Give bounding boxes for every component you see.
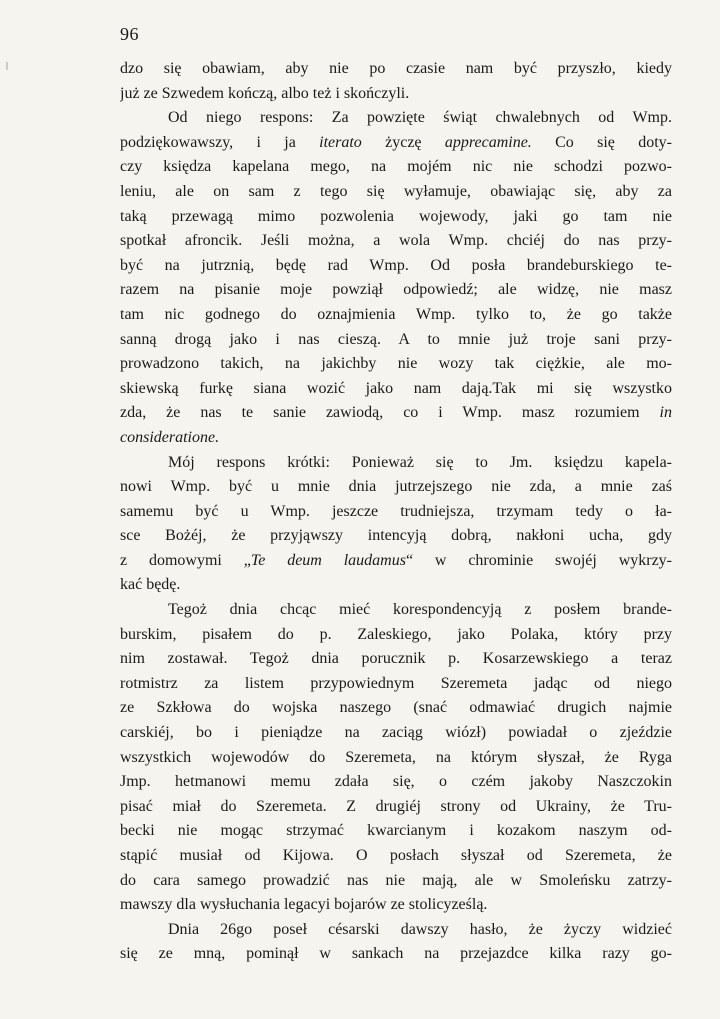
text-line: ze Szkłowa do wojska naszego (snać odmawiać drugich najmie: [120, 699, 672, 717]
body-text: [120, 60, 672, 970]
text-line: mawszy dla wysłuchania legacyi bojarów ze stolicyześlą.: [120, 896, 488, 914]
text-line: nim zostawał. Tegoż dnia porucznik p. Kosarzewskiego a teraz: [120, 650, 672, 668]
text-line: dzo się obawiam, aby nie po czasie nam być przyszło, kiedy: [120, 60, 672, 77]
text-line: pisać miał do Szeremeta. Z drugiéj strony od Ukrainy, że Tru-: [120, 797, 672, 815]
text-line: stąpić musiał od Kijowa. O posłach słyszał od Szeremeta, że: [120, 847, 672, 864]
text-line: spotkał afroncik. Jeśli można, a wola Wmp. chciéj do nas przy-: [120, 232, 672, 250]
text-line: Tegoż dnia chcąc mieć korespondencyją z posłem brande-: [168, 601, 672, 619]
text-line: do cara samego prowadzić nas nie mają, ale w Smoleńsku zatrzy-: [120, 871, 672, 889]
text-line: rotmistrz za listem przypowiednym Szeremeta jadąc od niego: [120, 674, 672, 692]
text-line: już ze Szwedem kończą, albo też i skończyli.: [120, 84, 410, 102]
text-line: podziękowawszy, i ja iterato życzę apprecamine. Co się doty-: [120, 133, 672, 151]
text-line: becki nie mogąc strzymać kwarcianym i kozakom naszym od-: [120, 822, 672, 840]
text-line: być na jutrznią, będę rad Wmp. Od posła brandeburskiego te-: [120, 256, 672, 274]
text-line: taką przewagą mimo pozwolenia wojewody, jaki go tam nie: [120, 207, 672, 225]
text-line: sce Bożéj, że przyjąwszy intencyją dobrą, nakłoni ucha, gdy: [120, 527, 672, 545]
text-line: Od niego respons: Za powzięte świąt chwalebnych od Wmp.: [168, 109, 672, 127]
page-number: 96: [120, 24, 139, 44]
text-line: prowadzono takich, na jakichby nie wozy tak ciężkie, ale mo-: [120, 355, 672, 373]
text-line: Dnia 26go poseł césarski dawszy hasło, że życzy widzieć: [168, 920, 672, 938]
text-line: Jmp. hetmanowi memu zdała się, o czém jakoby Naszczokin: [120, 773, 672, 791]
text-line: tam nic godnego do oznajmienia Wmp. tylko to, że go także: [120, 305, 672, 323]
text-line: carskiéj, bo i pieniądze na zaciąg wiózł) powiadał o zjeździe: [120, 724, 672, 742]
text-line: zda, że nas te sanie zawiodą, co i Wmp. masz rozumiem in: [120, 404, 672, 422]
text-line: samemu być u Wmp. jeszcze trudniejsza, trzymam tedy o ła-: [120, 502, 672, 520]
text-line: nowi Wmp. być u mnie dnia jutrzejszego nie zda, a mnie zaś: [120, 478, 672, 496]
text-line: consideratione.: [120, 428, 220, 446]
text-line: sanną drogą jako i nas cieszą. A to mnie już troje sani przy-: [120, 330, 672, 348]
text-line: burskim, pisałem do p. Zaleskiego, jako Polaka, który przy: [120, 625, 672, 643]
text-line: czy księdza kapelana mego, na mojém nic nie schodzi pozwo-: [120, 158, 672, 176]
text-line: z domowymi „Te deum laudamus“ w chrominie swojéj wykrzy-: [120, 551, 672, 569]
scan-margin-mark: [6, 62, 8, 70]
text-line: się ze mną, pominął w sankach na przejazdce kilka razy go-: [120, 945, 672, 963]
text-line: leniu, ale on sam z tego się wyłamuje, obawiając się, aby za: [120, 182, 672, 200]
text-line: kać będę.: [120, 576, 181, 594]
text-line: wszystkich wojewodów do Szeremeta, na którym słyszał, że Ryga: [120, 748, 672, 766]
text-line: razem na pisanie moje powziął odpowiedź; ale widzę, nie masz: [120, 281, 672, 299]
text-line: skiewską furkę siana wozić jako nam dają.Tak mi się wszystko: [120, 379, 672, 397]
text-line: Mój respons krótki: Ponieważ się to Jm. księdzu kapela-: [168, 453, 672, 471]
